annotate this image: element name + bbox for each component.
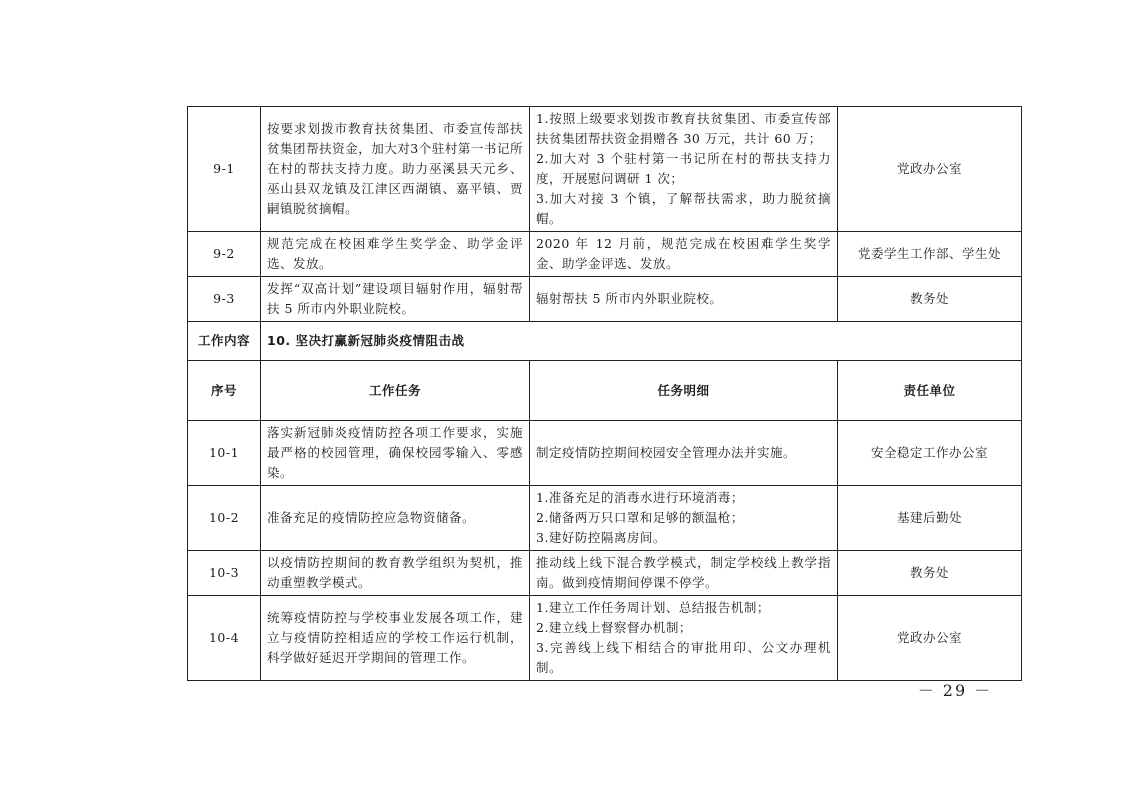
task-detail-cell [530, 107, 838, 232]
responsible-unit-cell: 安全稳定工作办公室 [838, 421, 1022, 486]
row-number: 10-3 [188, 551, 261, 596]
detail-line: 制定疫情防控期间校园安全管理办法并实施。 [536, 445, 797, 460]
task-detail-cell [530, 232, 838, 277]
header-task: 工作任务 [261, 361, 530, 421]
section-label: 工作内容 [188, 322, 261, 361]
work-task-cell: 按要求划拨市教育扶贫集团、市委宣传部扶贫集团帮扶资金，加大对3个驻村第一书记所在村的帮扶支持力度。助力巫溪县天元乡、巫山县双龙镇及江津区西湖镇、嘉平镇、贾嗣镇脱贫摘帽。 [261, 107, 530, 232]
row-number: 9-2 [188, 232, 261, 277]
header-no: 序号 [188, 361, 261, 421]
work-task-cell: 以疫情防控期间的教育教学组织为契机，推动重塑教学模式。 [261, 551, 530, 596]
detail-line: 3.加大对接 3 个镇，了解帮扶需求，助力脱贫摘帽。 [536, 191, 831, 226]
task-detail-cell [530, 551, 838, 596]
work-task-cell: 发挥“双高计划”建设项目辐射作用，辐射帮扶 5 所市内外职业院校。 [261, 277, 530, 322]
detail-line: 1.建立工作任务周计划、总结报告机制； [536, 600, 770, 615]
table-row [188, 107, 1022, 232]
task-detail-cell [530, 486, 838, 551]
section-title: 10. 坚决打赢新冠肺炎疫情阻击战 [261, 322, 1022, 361]
row-number: 9-1 [188, 107, 261, 232]
table-row [188, 421, 1022, 486]
work-plan-table [187, 106, 1022, 681]
detail-line: 2.建立线上督察督办机制； [536, 620, 692, 635]
table-row [188, 551, 1022, 596]
detail-line: 2.储备两万只口罩和足够的额温枪； [536, 510, 744, 525]
task-detail-cell [530, 596, 838, 681]
table-row [188, 596, 1022, 681]
responsible-unit-cell: 党政办公室 [838, 596, 1022, 681]
row-number: 10-2 [188, 486, 261, 551]
detail-line: 2020 年 12 月前，规范完成在校困难学生奖学金、助学金评选、发放。 [536, 236, 831, 271]
row-number: 10-4 [188, 596, 261, 681]
section-row [188, 322, 1022, 361]
detail-line: 辐射帮扶 5 所市内外职业院校。 [536, 291, 723, 306]
work-task-cell: 规范完成在校困难学生奖学金、助学金评选、发放。 [261, 232, 530, 277]
responsible-unit-cell: 党政办公室 [838, 107, 1022, 232]
row-number: 10-1 [188, 421, 261, 486]
task-detail-cell [530, 277, 838, 322]
responsible-unit-cell: 党委学生工作部、学生处 [838, 232, 1022, 277]
table-header-row [188, 361, 1022, 421]
responsible-unit-cell: 教务处 [838, 551, 1022, 596]
header-detail: 任务明细 [530, 361, 838, 421]
work-task-cell: 统筹疫情防控与学校事业发展各项工作，建立与疫情防控相适应的学校工作运行机制，科学做好延迟开学期间的管理工作。 [261, 596, 530, 681]
detail-line: 3.完善线上线下相结合的审批用印、公文办理机制。 [536, 640, 831, 675]
row-number: 9-3 [188, 277, 261, 322]
page-number: － 29 － [917, 681, 993, 700]
task-detail-cell [530, 421, 838, 486]
detail-line: 2.加大对 3 个驻村第一书记所在村的帮扶支持力度，开展慰问调研 1 次； [536, 151, 831, 186]
table-row [188, 486, 1022, 551]
detail-line: 1.按照上级要求划拨市教育扶贫集团、市委宣传部扶贫集团帮扶资金捐赠各 30 万元，共计 60 万； [536, 111, 831, 146]
table-row [188, 277, 1022, 322]
responsible-unit-cell: 教务处 [838, 277, 1022, 322]
header-unit: 责任单位 [838, 361, 1022, 421]
detail-line: 1.准备充足的消毒水进行环境消毒； [536, 490, 744, 505]
responsible-unit-cell: 基建后勤处 [838, 486, 1022, 551]
detail-line: 3.建好防控隔离房间。 [536, 530, 666, 545]
work-task-cell: 落实新冠肺炎疫情防控各项工作要求，实施最严格的校园管理，确保校园零输入、零感染。 [261, 421, 530, 486]
work-task-cell: 准备充足的疫情防控应急物资储备。 [261, 486, 530, 551]
detail-line: 推动线上线下混合教学模式，制定学校线上教学指南。做到疫情期间停课不停学。 [536, 555, 831, 590]
table-row [188, 232, 1022, 277]
